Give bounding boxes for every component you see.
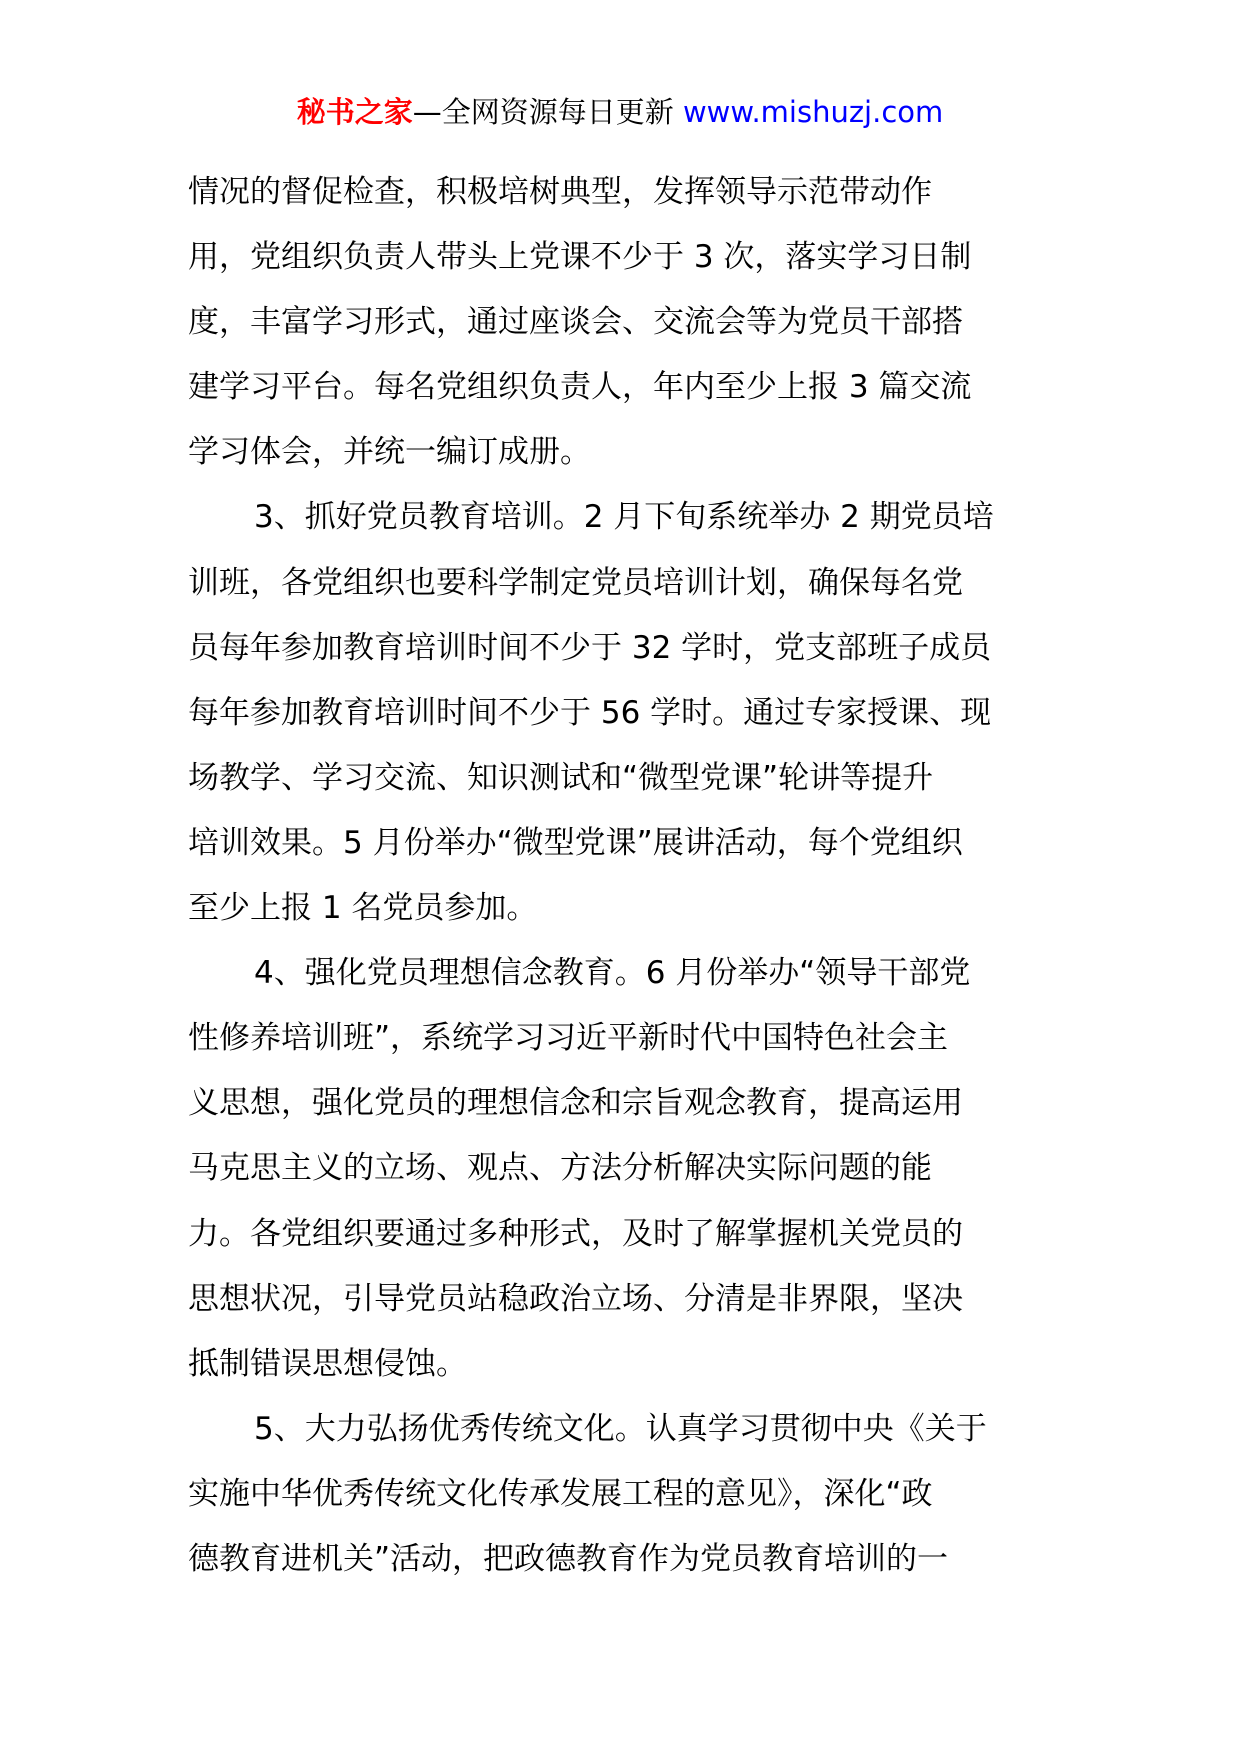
text-line: 力。各党组织要通过多种形式，及时了解掌握机关党员的 (188, 1215, 963, 1252)
text-line: 每年参加教育培训时间不少于 56 学时。通过专家授课、现 (188, 694, 992, 731)
paragraph-3-first-line: 3、抓好党员教育培训。2 月下旬系统举办 2 期党员培 (254, 499, 994, 536)
paragraph-4-first-line: 4、强化党员理想信念教育。6 月份举办“领导干部党 (254, 955, 971, 992)
text-line: 义思想，强化党员的理想信念和宗旨观念教育，提高运用 (188, 1085, 963, 1122)
text-line: 场教学、学习交流、知识测试和“微型党课”轮讲等提升 (188, 759, 934, 796)
text-line: 建学习平台。每名党组织负责人，年内至少上报 3 篇交流 (188, 369, 972, 406)
text-line: 马克思主义的立场、观点、方法分析解决实际问题的能 (188, 1150, 932, 1187)
text-line: 德教育进机关”活动，把政德教育作为党员教育培训的一 (188, 1540, 949, 1577)
text-line: 度，丰富学习形式，通过座谈会、交流会等为党员干部搭 (188, 304, 963, 341)
text-line: 用，党组织负责人带头上党课不少于 3 次，落实学习日制 (188, 239, 972, 276)
text-line: 抵制错误思想侵蚀。 (188, 1345, 467, 1382)
text-line: 性修养培训班”，系统学习习近平新时代中国特色社会主 (188, 1020, 949, 1057)
text-line: 学习体会，并统一编订成册。 (188, 434, 591, 471)
page-header (0, 92, 1240, 132)
text-line: 员每年参加教育培训时间不少于 32 学时，党支部班子成员 (188, 629, 992, 666)
text-line: 实施中华优秀传统文化传承发展工程的意见》，深化“政 (188, 1475, 933, 1512)
text-line: 思想状况，引导党员站稳政治立场、分清是非界限，坚决 (188, 1280, 963, 1317)
text-line: 训班，各党组织也要科学制定党员培训计划，确保每名党 (188, 564, 963, 601)
document-body (188, 160, 1060, 1592)
text-line: 情况的督促检查，积极培树典型，发挥领导示范带动作 (188, 174, 932, 210)
header-brand: 秘书之家 (296, 95, 413, 129)
header-slogan: —全网资源每日更新 (412, 95, 674, 129)
paragraph-5-first-line: 5、大力弘扬优秀传统文化。认真学习贯彻中央《关于 (254, 1410, 987, 1447)
text-line: 培训效果。5 月份举办“微型党课”展讲活动，每个党组织 (188, 824, 963, 861)
text-line: 至少上报 1 名党员参加。 (188, 890, 538, 927)
header-url: www.mishuzj.com (682, 95, 944, 129)
